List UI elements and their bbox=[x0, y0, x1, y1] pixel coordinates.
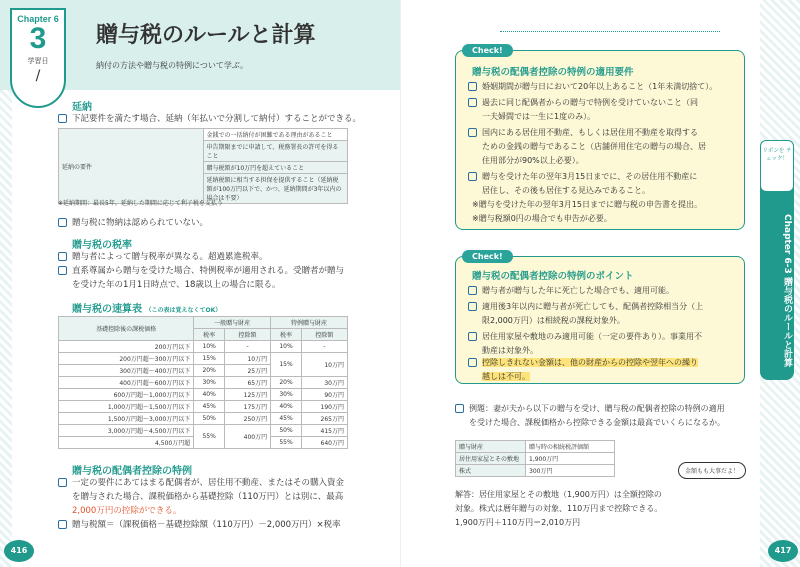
checkbox-continuation: を受けた年の1月1日時点で、18歳以上の場合に限る。 bbox=[72, 280, 281, 290]
checkbox-icon[interactable] bbox=[58, 218, 67, 227]
page-subtitle: 納付の方法や贈与税の特例について学ぶ。 bbox=[96, 61, 248, 70]
req-label: 延納の要件 bbox=[59, 129, 204, 204]
decor-cloud-line bbox=[500, 10, 720, 32]
req-item: 金銭での一括納付が困難である理由があること bbox=[203, 129, 348, 141]
checkbox-icon[interactable] bbox=[58, 266, 67, 275]
checkbox-item[interactable]: 贈与税額＝（課税価格－基礎控除額（110万円）－2,000万円）×税率 bbox=[58, 518, 341, 532]
checkbox-item[interactable]: 例題：妻が夫から以下の贈与を受け、贈与税の配偶者控除の特例の適用 bbox=[455, 402, 725, 416]
page-title: 贈与税のルールと計算 bbox=[96, 23, 316, 48]
th-deduction: 控除額 bbox=[301, 329, 347, 341]
example-table: 贈与財産 贈与時の相続税評価額 居住用家屋とその敷地 1,900万円 株式 300万円 bbox=[455, 440, 615, 477]
req-item: 贈与税額が10万円を超えていること bbox=[203, 162, 348, 174]
checkbox-icon[interactable] bbox=[468, 302, 477, 311]
checkbox-item[interactable]: 過去に同じ配偶者からの贈与で特例を受けていないこと（同 bbox=[468, 96, 698, 110]
ennou-requirements-table bbox=[58, 128, 348, 204]
checkbox-icon[interactable] bbox=[468, 98, 477, 107]
req-item: 延納税額に相当する担保を提供すること（延納税額が100万円以下で、かつ、延納期間が3年以内の場合は不要） bbox=[203, 174, 348, 204]
checkbox-item[interactable]: 国内にある居住用不動産、もしくは居住用不動産を取得する bbox=[468, 126, 698, 140]
table-row: 3,000万円超～4,500万円以下 55% 400万円 50% 415万円 bbox=[59, 425, 348, 437]
th-base: 基礎控除後の課税価格 bbox=[59, 317, 194, 341]
study-day-label: 学習日 bbox=[27, 57, 49, 65]
checkbox-item[interactable]: 贈与者によって贈与税率が異なる。超過累進税率。 bbox=[58, 250, 268, 264]
th-general: 一般贈与財産 bbox=[194, 317, 271, 329]
study-day-slash: / bbox=[35, 68, 41, 84]
checkbox-icon[interactable] bbox=[58, 520, 67, 529]
chapter-tab bbox=[10, 8, 66, 108]
checkbox-continuation: 住用部分が90%以上必要）。 bbox=[482, 156, 584, 165]
checkbox-continuation: 動産は対象外。 bbox=[482, 346, 538, 355]
checkbox-icon[interactable] bbox=[468, 82, 477, 91]
table-row: 300万円超～400万円以下 20% 25万円 bbox=[59, 365, 348, 377]
checkbox-item[interactable]: 一定の要件にあてはまる配偶者が、居住用不動産、またはその購入資金 bbox=[58, 476, 344, 490]
side-chapter-tab[interactable]: Chapter 6-3 贈与税のルールと計算 bbox=[760, 140, 794, 380]
answer-text: 対象。株式は暦年贈与の対象、110万円まで控除できる。 bbox=[455, 504, 663, 513]
example-text: を受けた場合、課税価格から控除できる金額は最高でいくらになるか。 bbox=[469, 418, 725, 427]
checkbox-continuation: を贈与された場合、課税価格から基礎控除（110万円）とは別に、最高 bbox=[72, 492, 344, 502]
checkbox-item[interactable]: 贈与税に物納は認められていない。 bbox=[58, 216, 208, 230]
ribbon-badge: リボンを チェック！ bbox=[760, 140, 794, 192]
th-rate: 税率 bbox=[194, 329, 225, 341]
table-row: 200万円以下 10% - 10% - bbox=[59, 341, 348, 353]
table-row: 600万円超～1,000万円以下 40% 125万円 30% 90万円 bbox=[59, 389, 348, 401]
checkbox-item[interactable]: 贈与者が贈与した年に死亡した場合でも、適用可能。 bbox=[468, 284, 674, 298]
checkbox-item[interactable]: 下記要件を満たす場合、延納（年払いで分割して納付）することができる。 bbox=[58, 112, 361, 126]
checkbox-item[interactable]: 適用後3年以内に贈与者が死亡しても、配偶者控除相当分（上 bbox=[468, 300, 703, 314]
check-box-1-title: 贈与税の配偶者控除の特例の適用要件 bbox=[472, 67, 634, 78]
th-deduction: 控除額 bbox=[225, 329, 271, 341]
checkbox-icon[interactable] bbox=[58, 114, 67, 123]
checkbox-continuation: 越しは不可。 bbox=[482, 372, 530, 381]
checkbox-icon[interactable] bbox=[58, 252, 67, 261]
section-heading-spouse: 贈与税の配偶者控除の特例 bbox=[72, 466, 192, 477]
page-number-left: 416 bbox=[4, 540, 34, 562]
checkbox-icon[interactable] bbox=[455, 404, 464, 413]
checkbox-icon[interactable] bbox=[468, 332, 477, 341]
checkbox-continuation: 2,000万円の控除ができる。 bbox=[72, 506, 182, 516]
check-tag: Check! bbox=[462, 44, 513, 57]
checkbox-continuation: 居住し、その後も居住する見込みであること。 bbox=[482, 186, 650, 195]
check-tag: Check! bbox=[462, 250, 513, 263]
checkbox-continuation: ための金銭の贈与であること（店舗併用住宅の贈与の場合、居 bbox=[482, 142, 706, 151]
answer-text: 1,900万円＋110万円＝2,010万円 bbox=[455, 518, 581, 527]
checkbox-item[interactable]: 直系尊属から贈与を受けた場合、特例税率が適用される。受贈者が贈与 bbox=[58, 264, 344, 278]
checkbox-icon[interactable] bbox=[58, 478, 67, 487]
note-text: ※贈与税額0円の場合でも申告が必要。 bbox=[472, 214, 612, 223]
th-special: 特例贈与財産 bbox=[271, 317, 348, 329]
checkbox-item[interactable]: 婚姻期間が贈与日において20年以上あること（1年未満切捨て）。 bbox=[468, 80, 717, 94]
ennou-note: ※延納期間：最長5年。延納した期間に応じて利子税を支払う bbox=[58, 200, 223, 207]
page-divider bbox=[400, 0, 401, 567]
table-row: 4,500万円超 55% 640万円 bbox=[59, 437, 348, 449]
checkbox-icon[interactable] bbox=[468, 358, 477, 367]
req-item: 申告期限までに申請して、税務署長の許可を得ること bbox=[203, 141, 348, 162]
section-heading-rate: 贈与税の税率 bbox=[72, 240, 132, 251]
checkbox-continuation: 一夫婦間では一生に1度のみ）。 bbox=[482, 112, 596, 121]
table-row: 居住用家屋とその敷地 1,900万円 bbox=[456, 453, 615, 465]
section-heading-table: 贈与税の速算表 （この表は覚えなくてOK） bbox=[72, 304, 222, 315]
table-row: 1,000万円超～1,500万円以下 45% 175万円 40% 190万円 bbox=[59, 401, 348, 413]
checkbox-icon[interactable] bbox=[468, 128, 477, 137]
chapter-number: 3 bbox=[29, 22, 47, 55]
th-rate: 税率 bbox=[271, 329, 302, 341]
answer-text: 解答：居住用家屋とその敷地（1,900万円）は全額控除の bbox=[455, 490, 662, 499]
speech-bubble: 金額もも大事だよ！ bbox=[678, 462, 746, 479]
chapter-label: Chapter 6 bbox=[17, 14, 59, 24]
checkbox-item[interactable]: 居住用家屋や敷地のみ適用可能（一定の要件あり）。事業用不 bbox=[468, 330, 702, 344]
gift-tax-rate-table bbox=[58, 316, 348, 449]
check-box-2-title: 贈与税の配偶者控除の特例のポイント bbox=[472, 271, 634, 282]
checkbox-item[interactable]: 贈与を受けた年の翌年3月15日までに、その居住用不動産に bbox=[468, 170, 697, 184]
section-heading-ennou: 延納 bbox=[72, 102, 92, 113]
checkbox-icon[interactable] bbox=[468, 172, 477, 181]
checkbox-icon[interactable] bbox=[468, 286, 477, 295]
table-row: 200万円超～300万円以下 15% 10万円 15% 10万円 bbox=[59, 353, 348, 365]
table-row: 1,500万円超～3,000万円以下 50% 250万円 45% 265万円 bbox=[59, 413, 348, 425]
checkbox-item[interactable]: 控除しきれない金額は、他の財産からの控除や翌年への繰り bbox=[468, 356, 698, 370]
checkbox-continuation: 限2,000万円）は相続税の課税対象外。 bbox=[482, 316, 625, 325]
note-text: ※贈与を受けた年の翌年3月15日までに贈与税の申告書を提出。 bbox=[472, 200, 702, 209]
page-number-right: 417 bbox=[768, 540, 798, 562]
table-row: 400万円超～600万円以下 30% 65万円 20% 30万円 bbox=[59, 377, 348, 389]
table-row: 株式 300万円 bbox=[456, 465, 615, 477]
